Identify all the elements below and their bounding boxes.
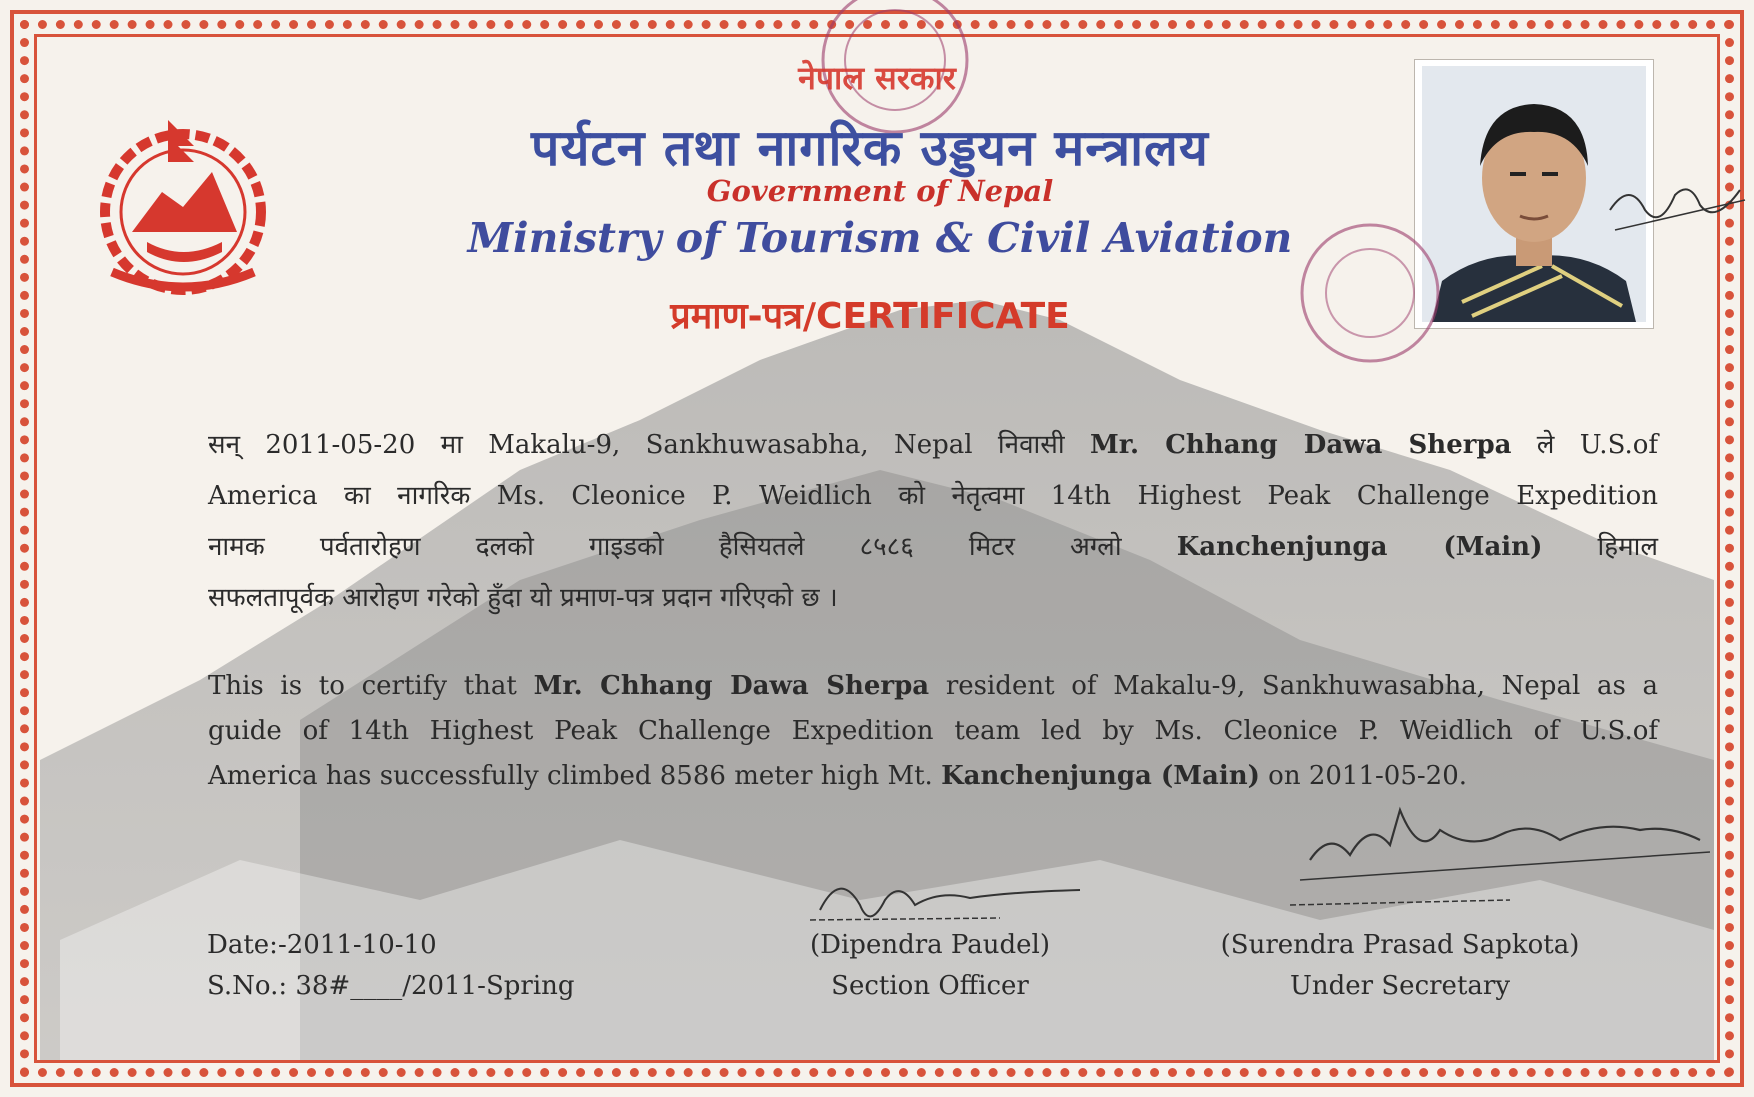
signatory-1 xyxy=(780,925,1080,1007)
signatory-2-name: (Surendra Prasad Sapkota) xyxy=(1220,930,1580,960)
text-line: नामक पर्वतारोहण दलको गाइडको हैसियतले ८५८६ मिटर अग्लो Kanchenjunga (Main) हिमाल xyxy=(208,532,1658,562)
signatory-1-title: Section Officer xyxy=(831,971,1029,1001)
photo-signature xyxy=(1600,170,1750,250)
peak-name: Kanchenjunga (Main) xyxy=(1176,532,1543,562)
nepal-emblem-icon xyxy=(72,112,294,297)
text-line: This is to certify that Mr. Chhang Dawa Sherpa resident of Makalu-9, Sankhuwasabha, Nepal as a xyxy=(208,671,1658,701)
issue-info xyxy=(207,925,575,1007)
government-english: Government of Nepal xyxy=(706,174,1054,208)
holder-name: Mr. Chhang Dawa Sherpa xyxy=(533,671,930,701)
government-nepali: नेपाल सरकार xyxy=(798,59,956,97)
issue-date: Date:-2011-10-10 xyxy=(207,930,437,960)
signatory-2-title: Under Secretary xyxy=(1289,971,1511,1001)
ministry-name-english: Ministry of Tourism & Civil Aviation xyxy=(467,214,1293,262)
text-line: America has successfully climbed 8586 meter high Mt. Kanchenjunga (Main) on 2011-05-20. xyxy=(208,761,1468,791)
ministry-stamp-photo xyxy=(1290,218,1450,368)
ministry-name-nepali: पर्यटन तथा नागरिक उड्डयन मन्त्रालय xyxy=(531,119,1209,177)
text-line: सफलतापूर्वक आरोहण गरेको हुँदा यो प्रमाण-पत्र प्रदान गरिएको छ । xyxy=(208,583,838,613)
signatory-2 xyxy=(1200,925,1600,1007)
text-line: America का नागरिक Ms. Cleonice P. Weidlich को नेतृत्वमा 14th Highest Peak Challenge Expedition xyxy=(208,481,1658,511)
signatory-1-name: (Dipendra Paudel) xyxy=(810,930,1050,960)
certificate-title: प्रमाण-पत्र/CERTIFICATE xyxy=(670,296,1070,337)
text-line: guide of 14th Highest Peak Challenge Expedition team led by Ms. Cleonice P. Weidlich of U.S.of xyxy=(208,716,1658,746)
certificate-text-english xyxy=(208,664,1658,799)
serial-number: S.No.: 38#____/2011-Spring xyxy=(207,971,575,1001)
certificate-text-nepali xyxy=(208,420,1658,624)
peak-name: Kanchenjunga (Main) xyxy=(941,761,1260,791)
holder-name: Mr. Chhang Dawa Sherpa xyxy=(1089,430,1512,460)
signature-under-secretary xyxy=(1280,800,1710,910)
text-line: सन् 2011-05-20 मा Makalu-9, Sankhuwasabha, Nepal निवासी Mr. Chhang Dawa Sherpa ले U.S.of xyxy=(208,430,1658,460)
